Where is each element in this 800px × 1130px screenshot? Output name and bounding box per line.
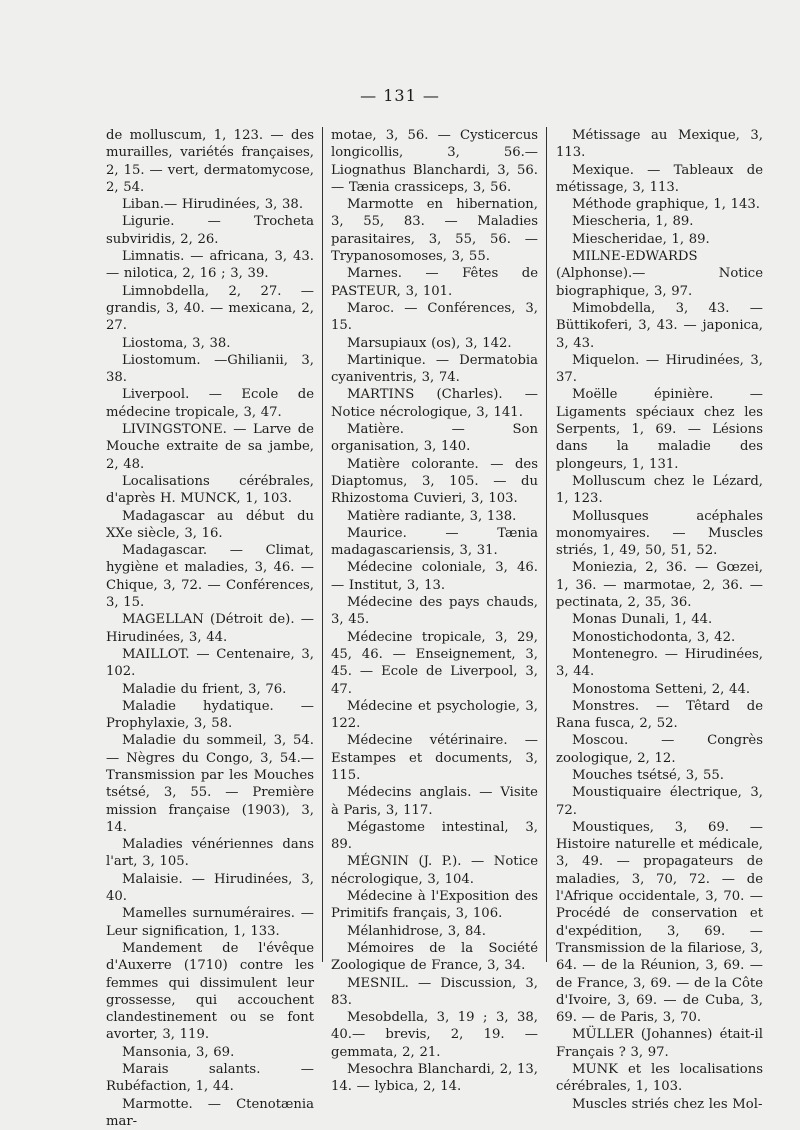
index-entry: Méthode graphique, 1, 143. bbox=[572, 197, 760, 213]
index-entry: Moustiques, 3, 69. — Histoire naturelle et médicale, 3, 49. — propagateurs de maladies, 3, 70, 72. — de l'Afrique occidentale, 3, 70. — Procédé de conservation et d'expédition, 3, 69. — Transmission de la filariose, 3, 64. — de la Réunion, 3, 69. — de France, 3, 69. — de la Côte d'Ivoire, 3, 69. — de Cuba, 3, 69. — de Paris, 3, 70. bbox=[556, 819, 763, 1026]
index-entry: Monostichodonta, 3, 42. bbox=[572, 629, 736, 645]
index-entry: Médecine tropicale, 3, 29, 45, 46. — Enseignement, 3, 45. — Ecole de Liverpool, 3, 47. bbox=[331, 629, 538, 697]
index-entry: Montenegro. — Hirudinées, 3, 44. bbox=[556, 646, 763, 680]
index-entry: Mandement de l'évêque d'Auxerre (1710) contre les femmes qui dissimulent leur grossesse, qui accouchent clandestinement ou se font avorter, 3, 119. bbox=[106, 940, 314, 1043]
index-entry: Mémoires de la Société Zoologique de France, 3, 34. bbox=[331, 940, 538, 974]
index-entry: motae, 3, 56. — Cysticercus longicollis, 3, 56.— Liognathus Blanchardi, 3, 56.— Tænia crassiceps, 3, 56. bbox=[331, 128, 538, 195]
index-entry: Mouches tsétsé, 3, 55. bbox=[572, 767, 724, 783]
index-entry: Matière. — Son organisation, 3, 140. bbox=[331, 422, 538, 455]
index-entry: Maladie du sommeil, 3, 54. — Nègres du Congo, 3, 54.— Transmission par les Mouches tsétsé, 3, 55. — Première mission française (1903), 3, 14. bbox=[106, 733, 314, 835]
index-entry: Mélanhidrose, 3, 84. bbox=[347, 923, 486, 939]
index-entry: Médecine à l'Exposition des Primitifs français, 3, 106. bbox=[331, 889, 538, 922]
index-entry: MAILLOT. — Centenaire, 3, 102. bbox=[106, 646, 314, 680]
index-entry: Marmotte. — Ctenotænia mar- bbox=[106, 1096, 314, 1129]
index-entry: Localisations cérébrales, d'après H. MUNCK, 1, 103. bbox=[106, 473, 314, 507]
index-entry: Maladie du frient, 3, 76. bbox=[122, 681, 287, 697]
index-entry: Médecine et psychologie, 3, 122. bbox=[331, 698, 538, 732]
index-entry: MESNIL. — Discussion, 3, 83. bbox=[331, 975, 538, 1008]
index-entry: MÉGNIN (J. P.). — Notice nécrologique, 3, 104. bbox=[331, 854, 538, 887]
index-entry: Moscou. — Congrès zoologique, 2, 12. bbox=[556, 733, 763, 766]
index-entry: MAGELLAN (Détroit de). — Hirudinées, 3, 44. bbox=[106, 612, 314, 645]
index-entry: Métissage au Mexique, 3, 113. bbox=[556, 128, 763, 161]
index-entry: Liostomum. —Ghilianii, 3, 38. bbox=[106, 352, 314, 386]
index-entry: Marsupiaux (os), 3, 142. bbox=[347, 335, 512, 351]
index-entry: Limnatis. — africana, 3, 43.— nilotica, 2, 16 ; 3, 39. bbox=[106, 249, 314, 282]
index-entry: Matière colorante. — des Diaptomus, 3, 105. — du Rhizostoma Cuvieri, 3, 103. bbox=[331, 456, 538, 507]
index-entry: de molluscum, 1, 123. — des murailles, variétés françaises, 2, 15. — vert, dermatomycose, 2, 54. bbox=[106, 128, 314, 195]
index-entry: Muscles striés chez les Mol- bbox=[572, 1096, 763, 1112]
index-entry: Mansonia, 3, 69. bbox=[122, 1044, 235, 1060]
index-entry: Médecine des pays chauds, 3, 45. bbox=[331, 595, 538, 628]
index-entry: Monas Dunali, 1, 44. bbox=[572, 612, 713, 628]
index-entry: Maladie hydatique. — Prophylaxie, 3, 58. bbox=[106, 698, 314, 732]
index-entry: Maroc. — Conférences, 3, 15. bbox=[331, 300, 538, 334]
index-entry: Moniezia, 2, 36. — Gœzei, 1, 36. — marmotae, 2, 36. — pectinata, 2, 35, 36. bbox=[556, 560, 763, 611]
index-entry: Médecine coloniale, 3, 46. — Institut, 3, 13. bbox=[331, 560, 538, 593]
index-entry: Liostoma, 3, 38. bbox=[122, 335, 231, 351]
index-entry: MILNE-EDWARDS (Alphonse).— Notice biographique, 3, 97. bbox=[556, 249, 763, 299]
index-entry: Moëlle épinière. — Ligaments spéciaux chez les Serpents, 1, 69. — Lésions dans la maladie des plongeurs, 1, 131. bbox=[556, 387, 763, 472]
index-entry: Marais salants. — Rubéfaction, 1, 44. bbox=[106, 1062, 314, 1095]
index-entry: MARTINS (Charles). — Notice nécrologique, 3, 141. bbox=[331, 387, 538, 420]
index-entry: Malaisie. — Hirudinées, 3, 40. bbox=[106, 871, 314, 905]
index-entry: Mimobdella, 3, 43. — Büttikoferi, 3, 43. — japonica, 3, 43. bbox=[556, 300, 763, 351]
index-entry: Mollusques acéphales monomyaires. — Muscles striés, 1, 49, 50, 51, 52. bbox=[556, 508, 763, 559]
index-entry: Miescheria, 1, 89. bbox=[572, 214, 694, 230]
index-entry: Martinique. — Dermatobia cyaniventris, 3, 74. bbox=[331, 352, 538, 386]
index-entry: Molluscum chez le Lézard, 1, 123. bbox=[556, 473, 763, 507]
index-entry: Ligurie. — Trocheta subviridis, 2, 26. bbox=[106, 214, 314, 247]
index-entry: LIVINGSTONE. — Larve de Mouche extraite de sa jambe, 2, 48. bbox=[106, 422, 314, 472]
index-entry: Liverpool. — Ecole de médecine tropicale, 3, 47. bbox=[106, 387, 314, 420]
page-number: — 131 — bbox=[360, 86, 440, 105]
index-entry: Miquelon. — Hirudinées, 3, 37. bbox=[556, 352, 763, 386]
index-entry: Mesobdella, 3, 19 ; 3, 38, 40.— brevis, 2, 19. — gemmata, 2, 21. bbox=[331, 1010, 538, 1060]
index-column-middle bbox=[331, 127, 538, 1096]
index-entry: MUNK et les localisations cérébrales, 1, 103. bbox=[556, 1062, 763, 1095]
index-entry: Monostoma Setteni, 2, 44. bbox=[572, 681, 751, 697]
index-entry: Madagascar. — Climat, hygiène et maladies, 3, 46. — Chique, 3, 72. — Conférences, 3, 15. bbox=[106, 543, 314, 611]
index-entry: Mesochra Blanchardi, 2, 13, 14. — lybica, 2, 14. bbox=[331, 1062, 538, 1095]
index-entry: Médecins anglais. — Visite à Paris, 3, 117. bbox=[331, 785, 538, 818]
column-rule bbox=[546, 127, 547, 962]
index-entry: Médecine vétérinaire. — Estampes et documents, 3, 115. bbox=[331, 733, 538, 783]
index-entry: MÜLLER (Johannes) était-il Français ? 3, 97. bbox=[556, 1027, 763, 1060]
index-entry: Liban.— Hirudinées, 3, 38. bbox=[122, 197, 304, 213]
index-entry: Madagascar au début du XXe siècle, 3, 16. bbox=[106, 508, 314, 541]
index-entry: Marnes. — Fêtes de PASTEUR, 3, 101. bbox=[331, 266, 538, 299]
index-column-left bbox=[106, 127, 314, 1130]
index-entry: Matière radiante, 3, 138. bbox=[347, 508, 517, 524]
index-entry: Mégastome intestinal, 3, 89. bbox=[331, 819, 538, 853]
index-entry: Maurice. — Tænia madagascariensis, 3, 31. bbox=[331, 525, 538, 559]
index-entry: Monstres. — Têtard de Rana fusca, 2, 52. bbox=[556, 698, 763, 732]
index-entry: Miescheridae, 1, 89. bbox=[572, 231, 710, 247]
column-rule bbox=[322, 127, 323, 962]
index-entry: Limnobdella, 2, 27. — grandis, 3, 40. — mexicana, 2, 27. bbox=[106, 283, 314, 334]
index-column-right bbox=[556, 127, 763, 1113]
index-entry: Mamelles surnuméraires. — Leur signification, 1, 133. bbox=[106, 906, 314, 939]
index-entry: Maladies vénériennes dans l'art, 3, 105. bbox=[106, 837, 314, 870]
index-entry: Mexique. — Tableaux de métissage, 3, 113. bbox=[556, 162, 763, 195]
index-entry: Moustiquaire électrique, 3, 72. bbox=[556, 785, 763, 818]
index-entry: Marmotte en hibernation, 3, 55, 83. — Maladies parasitaires, 3, 55, 56. — Trypanosomoses, 3, 55. bbox=[331, 197, 538, 265]
